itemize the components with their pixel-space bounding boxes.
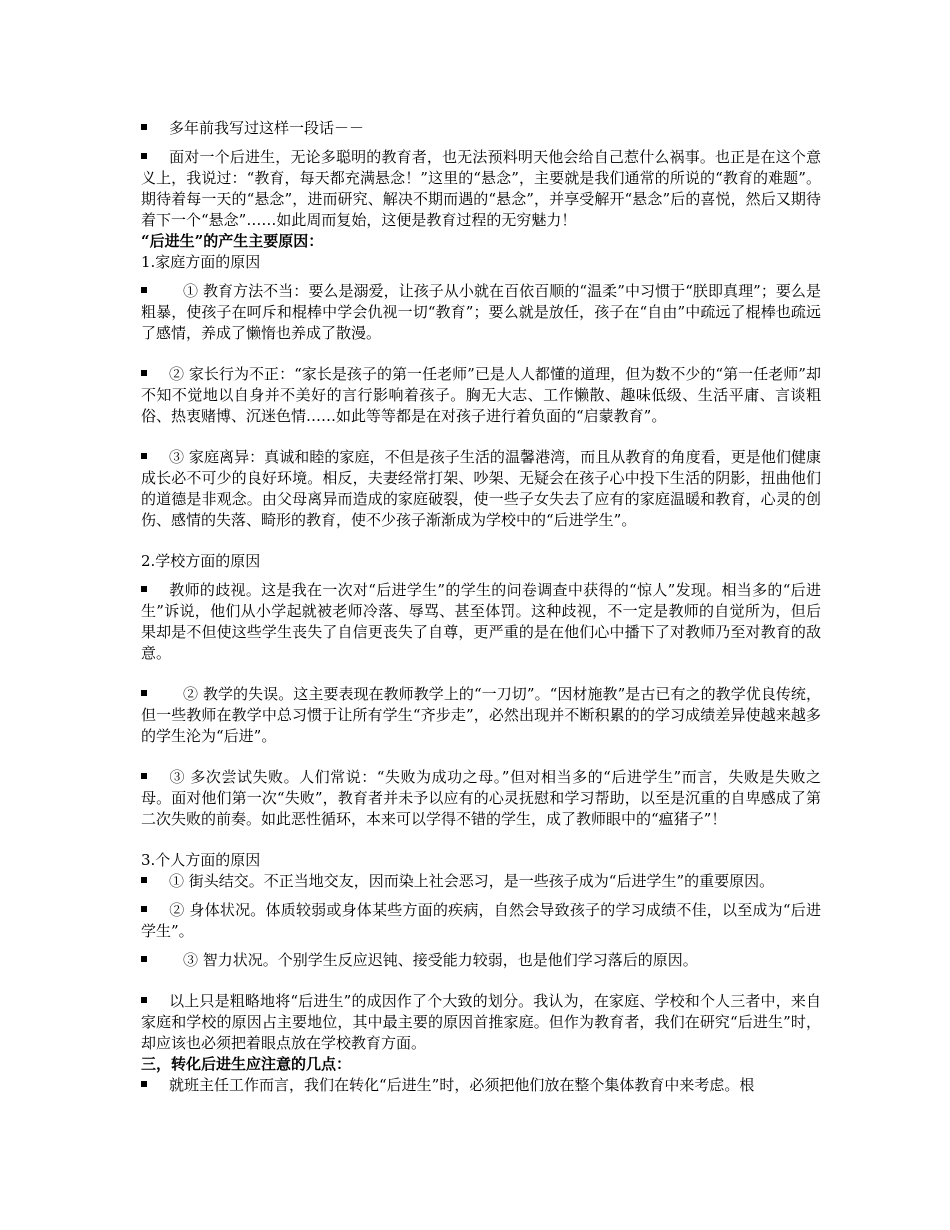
paragraph-text: ② 教学的失误。这主要表现在教师教学上的“一刀切”。“因材施教”是古已有之的教学优良传统，但一些教师在教学中总习惯于让所有学生“齐步走”，必然出现并不断积累的的学习成绩差异使越来越多的学生沦为“后进”。 (141, 685, 821, 745)
subheading-personal: 3.个人方面的原因 (141, 851, 261, 869)
section-heading-causes: “后进生”的产生主要原因： (141, 232, 324, 250)
paragraph-family-3 (141, 447, 821, 531)
paragraph-text: ③ 智力状况。个别学生反应迟钝、接受能力较弱，也是他们学习落后的原因。 (183, 951, 698, 969)
bullet-icon (141, 153, 147, 159)
paragraph-text: ③ 家庭离异：真诚和睦的家庭，不但是孩子生活的温馨港湾，而且从教育的角度看，更是他们健康成长必不可少的良好环境。相反，夫妻经常打架、吵架、无疑会在孩子心中投下生活的阴影，扭曲他们的道德是非观念。由父母离异而造成的家庭破裂，使一些子女失去了应有的家庭温暖和教育，心灵的创伤、感情的失落、畸形的教育，使不少孩子渐渐成为学校中的“后进学生”。 (141, 448, 821, 529)
subheading-family: 1.家庭方面的原因 (141, 253, 261, 271)
paragraph-text: 就班主任工作而言，我们在转化“后进生”时，必须把他们放在整个集体教育中来考虑。根 (169, 1076, 755, 1094)
paragraph-text: ① 街头结交。不正当地交友，因而染上社会恶习，是一些孩子成为“后进学生”的重要原因。 (169, 872, 775, 890)
bullet-icon (141, 124, 147, 130)
paragraph-summary (141, 991, 821, 1054)
bullet-icon (141, 586, 147, 592)
bullet-icon (141, 370, 147, 376)
paragraph-text: 多年前我写过这样一段话－－ (169, 119, 365, 137)
bullet-icon (141, 997, 147, 1003)
paragraph-text: 教师的歧视。这是我在一次对“后进学生”的学生的问卷调查中获得的“惊人”发现。相当多的“后进生”诉说，他们从小学起就被老师冷落、辱骂、甚至体罚。这种歧视，不一定是教师的自觉所为，但后果却是不但使这些学生丧失了自信更丧失了自尊，更严重的是在他们心中播下了对教师乃至对教育的敌意。 (141, 581, 821, 662)
paragraph-text: 以上只是粗略地将“后进生”的成因作了个大致的划分。我认为，在家庭、学校和个人三者中，来自家庭和学校的原因占主要地位，其中最主要的原因首推家庭。但作为教育者，我们在研究“后进生”时，却应该也必须把着眼点放在学校教育方面。 (141, 992, 821, 1052)
paragraph-text: ② 身体状况。体质较弱或身体某些方面的疾病，自然会导致孩子的学习成绩不佳，以至成为“后进学生”。 (141, 901, 821, 940)
bullet-icon (141, 956, 147, 962)
bullet-icon (141, 773, 147, 779)
paragraph-suspense (141, 147, 821, 231)
paragraph-personal-3 (141, 950, 821, 971)
document-body (141, 118, 821, 1096)
paragraph-family-2 (141, 364, 821, 427)
bullet-icon (141, 287, 147, 293)
paragraph-text: 面对一个后进生，无论多聪明的教育者，也无法预料明天他会给自己惹什么祸事。也正是在这个意义上，我说过：“教育，每天都充满悬念！”这里的“悬念”，主要就是我们通常的所说的“教育的难题”。期待着每一天的“悬念”，进而研究、解决不期而遇的“悬念”，并享受解开“悬念”后的喜悦，然后又期待着下一个“悬念”……如此周而复始，这便是教育过程的无穷魅力！ (141, 148, 821, 229)
bullet-icon (141, 906, 147, 912)
bullet-icon (141, 453, 147, 459)
paragraph-school-1 (141, 580, 821, 664)
paragraph-personal-2 (141, 900, 821, 942)
bullet-icon (141, 690, 147, 696)
paragraph-family-1 (141, 281, 821, 344)
paragraph-transform-1 (141, 1075, 821, 1096)
bullet-icon (141, 877, 147, 883)
subheading-school: 2.学校方面的原因 (141, 552, 261, 570)
paragraph-school-2 (141, 684, 821, 747)
paragraph-text: ① 教育方法不当：要么是溺爱，让孩子从小就在百依百顺的“温柔”中习惯于“朕即真理”；要么是粗暴，使孩子在呵斥和棍棒中学会仇视一切“教育”；要么就是放任，孩子在“自由”中疏远了棍棒也疏远了感情，养成了懒惰也养成了散漫。 (141, 282, 821, 342)
paragraph-personal-1 (141, 871, 821, 892)
section-heading-transform: 三，转化后进生应注意的几点： (141, 1055, 352, 1073)
paragraph-text: ③ 多次尝试失败。人们常说：“失败为成功之母。”但对相当多的“后进学生”而言，失败是失败之母。面对他们第一次“失败”，教育者并未予以应有的心灵抚慰和学习帮助，以至是沉重的自卑感成了第二次失败的前奏。如此恶性循环，本来可以学得不错的学生，成了教师眼中的“瘟猪子”！ (141, 768, 821, 828)
paragraph-intro (141, 118, 821, 139)
bullet-icon (141, 1081, 147, 1087)
paragraph-text: ② 家长行为不正：“家长是孩子的第一任老师”已是人人都懂的道理，但为数不少的“第一任老师”却不知不觉地以自身并不美好的言行影响着孩子。胸无大志、工作懒散、趣味低级、生活平庸、言谈粗俗、热衷赌博、沉迷色情……如此等等都是在对孩子进行着负面的“启蒙教育”。 (141, 365, 821, 425)
paragraph-school-3 (141, 767, 821, 830)
